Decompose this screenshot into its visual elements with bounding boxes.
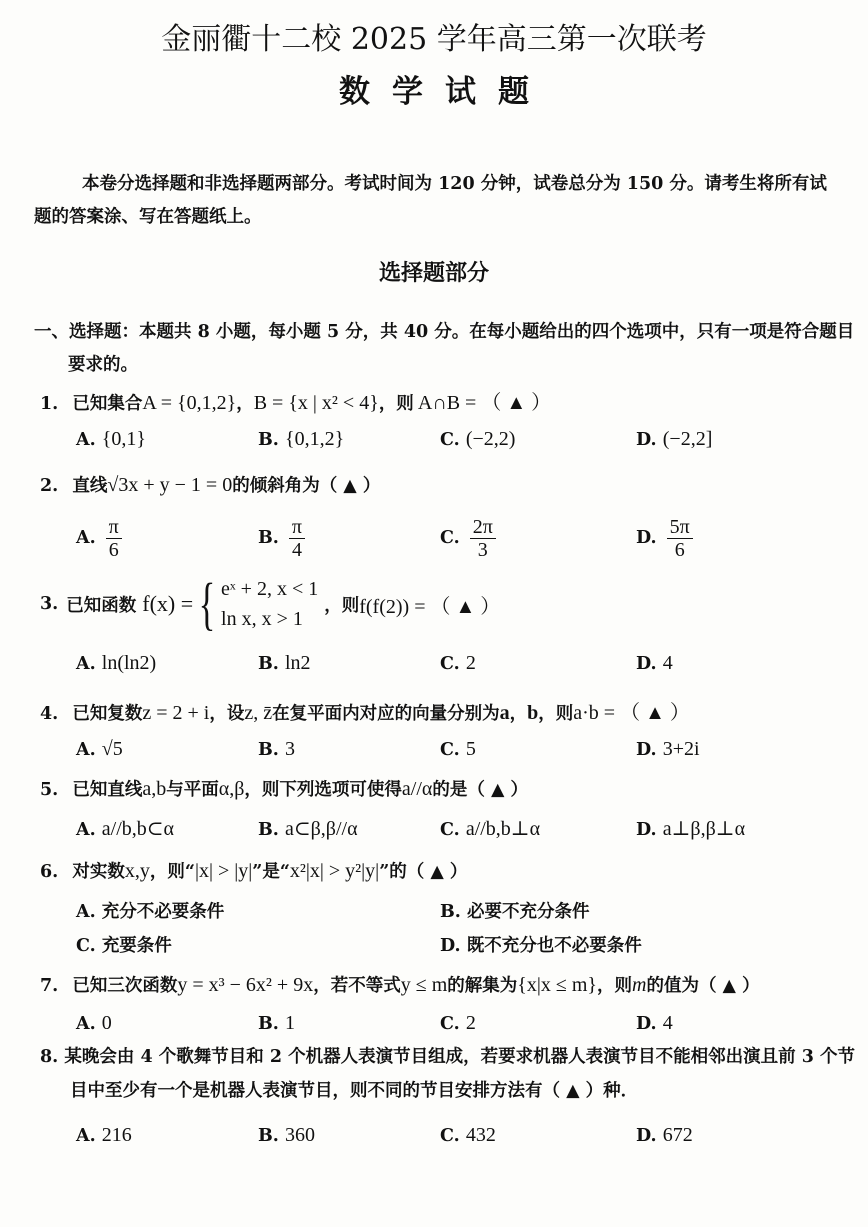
piecewise-definition: { eˣ + 2, x < 1 ln x, x > 1 [198,571,319,636]
question-text: 已知函数 [66,595,137,616]
question-text: 已知直线 [72,780,143,800]
option-a: A. ln(ln2) [76,652,157,674]
math-expression: m [632,974,647,996]
option-d: D. (−2,2] [636,428,713,450]
option-b: B. 360 [258,1124,315,1146]
question-text: 已知三次函数 [72,976,178,996]
math-expression: A = {0,1,2} [142,392,237,414]
option-b: B. a⊂β,β//α [258,818,358,840]
question-text: ”是“ [252,862,290,882]
option-d: D. 3+2i [636,738,700,760]
option-b: B. 3 [258,738,295,760]
option-c: C. 2 [440,1012,476,1034]
question-number: 7. [40,976,59,996]
question-number: 1. [40,394,59,414]
math-expression: a//α [401,778,433,800]
question-6 [40,858,467,883]
question-number: 6. [40,862,59,882]
option-d: D. $\frac{5\pi}{6}$ [636,516,693,561]
exam-instructions: 本卷分选择题和非选择题两部分。考试时间为 120 分钟，试卷总分为 150 分。请考生将所有试题的答案涂、写在答题纸上。 [34,174,827,227]
vector-a: a [499,702,510,724]
option-d: D. 4 [636,1012,673,1034]
math-expression: z, z̄ [244,702,273,724]
question-number: 4. [40,704,59,724]
option-c: C. 2 [440,652,476,674]
question-4 [40,696,690,725]
math-expression: x,y [124,860,150,882]
question-8 [40,1040,866,1108]
question-text: ，则下列选项可使得 [244,780,402,800]
question-text: ，则“ [149,862,195,882]
math-expression: √3x + y − 1 = 0 [107,474,233,496]
option-a: A. {0,1} [76,428,146,450]
exam-subtitle: 数学试题 [339,74,551,110]
question-text: ，则 [324,595,360,616]
option-d: D. 4 [636,652,673,674]
question-text: ，则 [538,704,574,724]
question-1 [40,386,551,415]
option-c: C. a//b,b⊥α [440,818,541,840]
math-expression: y = x³ − 6x² + 9x [177,974,314,996]
question-number: 3. [40,594,59,614]
case-two: ln x, x > 1 [221,608,303,630]
option-d: D. a⊥β,β⊥α [636,818,746,840]
math-expression: a·b = （ ▲ ） [573,702,690,724]
math-expression: α,β [218,778,245,800]
question-2 [40,472,380,497]
math-expression: {x|x ≤ m} [517,974,598,996]
option-a: A. $\frac{\pi}{6}$ [76,516,122,561]
question-number: 8. [40,1047,59,1067]
option-b: B. 1 [258,1012,295,1034]
question-5 [40,776,528,801]
exam-title: 金丽衢十二校 2025 学年高三第一次联考 [161,22,707,57]
math-expression: z = 2 + i [142,702,210,724]
math-expression: f(x) = [142,591,194,616]
option-d: D. 既不充分也不必要条件 [440,936,642,956]
math-expression: B = {x | x² < 4} [253,392,379,414]
question-text: 与平面 [166,780,219,800]
option-c: C. 5 [440,738,476,760]
math-expression: y ≤ m [400,974,448,996]
question-text: ，设 [209,704,245,724]
question-text: 已知集合 [72,394,143,414]
math-expression: a,b [142,778,167,800]
option-c: C. $\frac{2\pi}{3}$ [440,516,496,561]
math-expression: f(f(2)) = （ ▲ ） [359,595,501,618]
option-a: A. √5 [76,738,123,760]
question-text: 的解集为 [447,976,518,996]
question-text: ，若不等式 [313,976,401,996]
math-expression: x²|x| > y²|y| [289,860,380,882]
option-b: B. ln2 [258,652,311,674]
question-3 [40,571,501,636]
option-b: B. 必要不充分条件 [440,902,590,922]
case-one: eˣ + 2, x < 1 [221,578,319,600]
question-text: 的值为（ ▲ ） [646,976,760,996]
question-text: ”的（ ▲ ） [379,862,468,882]
question-text: ，则 [378,394,414,414]
option-b: B. {0,1,2} [258,428,345,450]
option-c: C. 充要条件 [76,936,172,956]
question-text: ，则 [597,976,633,996]
question-text: 的是（ ▲ ） [432,780,529,800]
question-text: 在复平面内对应的向量分别为 [272,704,500,724]
option-a: A. 充分不必要条件 [76,902,225,922]
vector-b: b [527,702,539,724]
question-7 [40,972,760,997]
option-c: C. 432 [440,1124,496,1146]
question-text: 直线 [72,476,108,496]
option-b: B. $\frac{\pi}{4}$ [258,516,305,561]
question-text: 的倾斜角为（ ▲ ） [232,476,381,496]
section-title: 选择题部分 [378,260,489,286]
part-one-instructions: 一、选择题：本题共 8 小题，每小题 5 分，共 40 分。在每小题给出的四个选项中，只有一项是符合题目要求的。 [34,322,855,375]
question-text: 已知复数 [72,704,143,724]
question-text: ， [509,704,528,724]
question-text: 对实数 [72,862,125,882]
question-number: 5. [40,780,59,800]
option-a: A. 216 [76,1124,132,1146]
option-d: D. 672 [636,1124,693,1146]
math-expression: A∩B = （ ▲ ） [417,392,552,414]
question-text: ， [236,394,254,414]
question-number: 2. [40,476,59,496]
math-expression: |x| > |y| [194,860,253,882]
option-a: A. a//b,b⊂α [76,818,174,840]
option-c: C. (−2,2) [440,428,516,450]
question-text: 某晚会由 4 个歌舞节目和 2 个机器人表演节目组成，若要求机器人表演节目不能相邻出演且前 3 个节目中至少有一个是机器人表演节目，则不同的节目安排方法有（ ▲ ）种． [64,1047,855,1101]
option-a: A. 0 [76,1012,112,1034]
